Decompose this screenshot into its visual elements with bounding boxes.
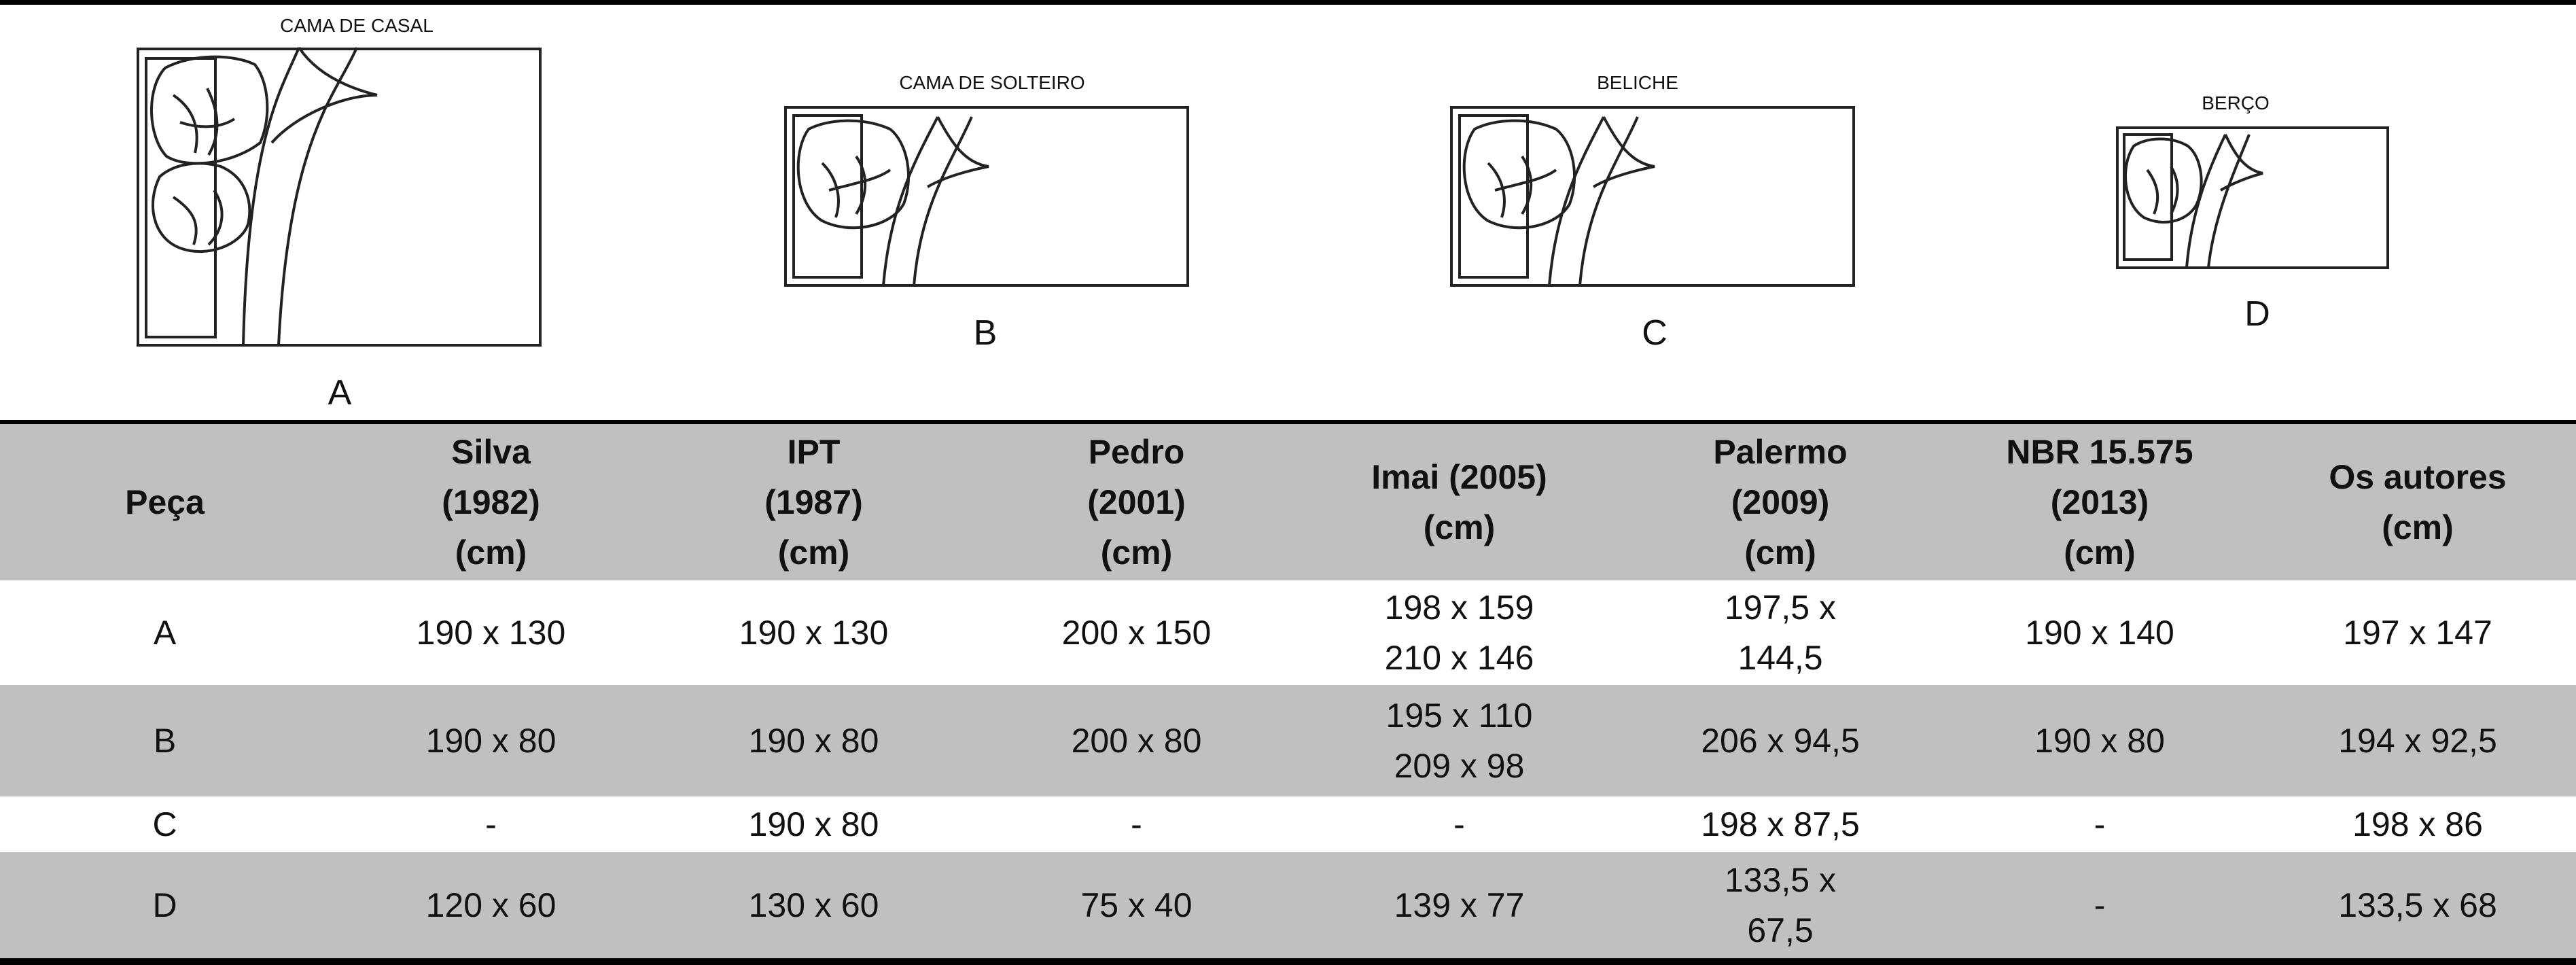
header-row	[0, 424, 2576, 580]
table-cell: 206 x 94,5	[1621, 685, 1940, 796]
table-cell: 139 x 77	[1298, 852, 1621, 958]
table-cell: 190 x 80	[652, 796, 975, 852]
top-rule	[0, 0, 2576, 5]
bed-d-drawing	[2113, 122, 2392, 272]
table-cell: -	[1940, 796, 2259, 852]
table-cell: C	[0, 796, 330, 852]
bed-b-drawing	[781, 102, 1196, 292]
table-cell: 120 x 60	[330, 852, 652, 958]
table-cell: 197 x 147	[2259, 580, 2576, 685]
table-cell: 194 x 92,5	[2259, 685, 2576, 796]
header-line: Imai (2005)	[1371, 458, 1547, 496]
header-line: Os autores	[2329, 458, 2507, 496]
table-cell: 197,5 x 144,5	[1621, 580, 1940, 685]
table-cell: 198 x 86	[2259, 796, 2576, 852]
table-cell: 190 x 80	[652, 685, 975, 796]
header-nbr	[1940, 424, 2259, 580]
table-cell: 198 x 159 210 x 146	[1298, 580, 1621, 685]
table-row-d	[0, 852, 2576, 958]
header-line: (cm)	[777, 533, 850, 572]
table-cell: 198 x 87,5	[1621, 796, 1940, 852]
header-line: (2009)	[1731, 483, 1830, 521]
table-row-b	[0, 685, 2576, 796]
table-cell: 195 x 110 209 x 98	[1298, 685, 1621, 796]
bed-b-title: CAMA DE SOLTEIRO	[899, 72, 1085, 93]
header-line: (2013)	[2050, 483, 2149, 521]
bed-dimensions-table	[0, 424, 2576, 958]
bed-b-letter: B	[973, 313, 998, 353]
header-line: Silva	[451, 433, 531, 471]
header-peca	[0, 424, 330, 580]
bed-d-title: BERÇO	[2202, 92, 2270, 113]
header-line: Pedro	[1088, 433, 1185, 471]
bed-c-drawing	[1447, 102, 1862, 292]
header-line: (1987)	[764, 483, 863, 521]
header-line: (1982)	[442, 483, 540, 521]
bed-d-letter: D	[2244, 294, 2270, 334]
header-silva	[330, 424, 652, 580]
table-cell: 133,5 x 67,5	[1621, 852, 1940, 958]
header-line: (cm)	[1423, 508, 1496, 546]
header-palermo	[1621, 424, 1940, 580]
header-imai	[1298, 424, 1621, 580]
table-cell: 190 x 140	[1940, 580, 2259, 685]
header-line: (cm)	[1744, 533, 1816, 572]
table-cell: 200 x 80	[975, 685, 1298, 796]
table-cell: A	[0, 580, 330, 685]
header-line: NBR 15.575	[2006, 433, 2193, 471]
header-line: (2001)	[1087, 483, 1186, 521]
header-line: IPT	[787, 433, 841, 471]
table-cell: 190 x 130	[330, 580, 652, 685]
table-cell: -	[1298, 796, 1621, 852]
header-ipt	[652, 424, 975, 580]
table-cell: -	[330, 796, 652, 852]
table-cell: D	[0, 852, 330, 958]
table-cell: 190 x 130	[652, 580, 975, 685]
header-line: Palermo	[1713, 433, 1848, 471]
table-cell: -	[1940, 852, 2259, 958]
table-row-a	[0, 580, 2576, 685]
header-line: (cm)	[2064, 533, 2136, 572]
table-cell: B	[0, 685, 330, 796]
bed-c-title: BELICHE	[1597, 72, 1678, 93]
table-row-c	[0, 796, 2576, 852]
bed-c-letter: C	[1642, 313, 1668, 353]
header-line: (cm)	[2382, 508, 2454, 546]
table-cell: 200 x 150	[975, 580, 1298, 685]
table-cell: 75 x 40	[975, 852, 1298, 958]
table-cell: -	[975, 796, 1298, 852]
header-line: (cm)	[455, 533, 527, 572]
table-cell: 130 x 60	[652, 852, 975, 958]
header-os-autores	[2259, 424, 2576, 580]
table-cell: 190 x 80	[330, 685, 652, 796]
table-cell: 190 x 80	[1940, 685, 2259, 796]
header-line: Peça	[125, 483, 205, 521]
bed-a-title: CAMA DE CASAL	[280, 15, 434, 36]
table-cell: 133,5 x 68	[2259, 852, 2576, 958]
table-bottom-rule	[0, 958, 2576, 965]
bed-a-letter: A	[328, 373, 352, 413]
header-pedro	[975, 424, 1298, 580]
bed-a-drawing	[133, 41, 554, 353]
header-line: (cm)	[1100, 533, 1173, 572]
